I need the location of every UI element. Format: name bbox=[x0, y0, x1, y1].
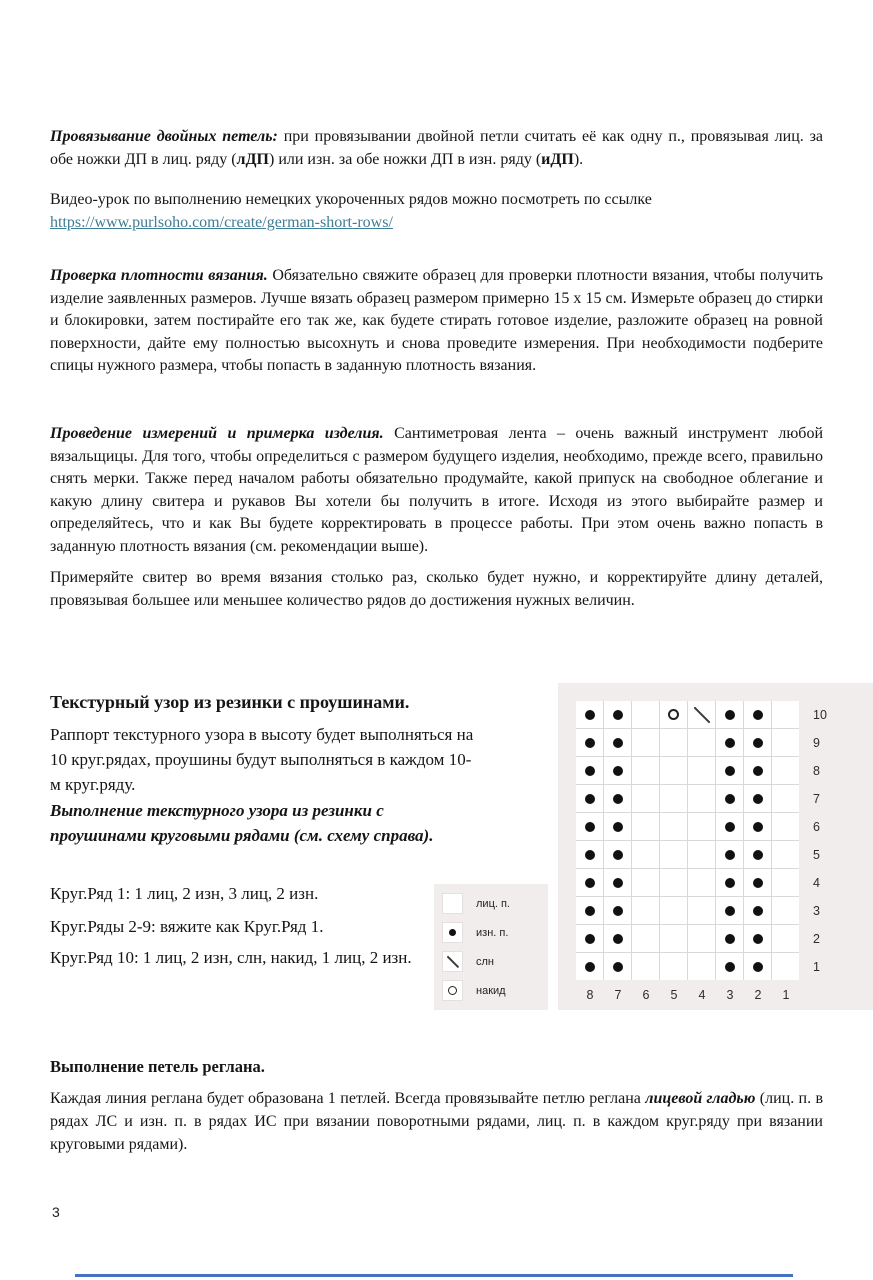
purl-dot-icon bbox=[753, 962, 763, 972]
chart-cell bbox=[688, 785, 715, 812]
chart-cell bbox=[576, 701, 603, 728]
chart-cell bbox=[632, 701, 659, 728]
legend-item bbox=[442, 951, 540, 972]
text-run: лицевой гладью bbox=[645, 1090, 756, 1107]
chart-cell bbox=[716, 925, 743, 952]
chart-cell bbox=[688, 813, 715, 840]
chart-cell bbox=[772, 785, 799, 812]
chart-cell bbox=[660, 953, 687, 980]
chart-cell bbox=[744, 925, 771, 952]
text-run: лДП bbox=[236, 150, 269, 168]
chart-cell bbox=[744, 953, 771, 980]
text-run: ). bbox=[573, 150, 584, 168]
chart-cell bbox=[772, 953, 799, 980]
purl-dot-icon bbox=[725, 710, 735, 720]
chart-cell bbox=[632, 757, 659, 784]
purl-dot-icon bbox=[585, 766, 595, 776]
purl-dot-icon bbox=[725, 962, 735, 972]
chart-cell bbox=[688, 925, 715, 952]
yo-symbol-icon bbox=[442, 980, 463, 1001]
video-text: Видео-урок по выполнению немецких укороченных рядов можно посмотреть по ссылке bbox=[50, 191, 652, 208]
text-run: Сантиметровая лента – очень важный инструмент любой вязальщицы. Для того, чтобы определиться с размером будущего изделия, необходимо, прежде всего, правильно снять мерки. Также перед началом работы обязательно продумайте, какой припуск на свободное облегание и какую длину свитера и рукавов Вы хотели бы получить в итоге. Исходя из этого выбирайте размер и определяйтесь, что и как Вы будете корректировать в процессе работы. При этом очень важно попасть в заданную плотность вязания (см. рекомендации выше). bbox=[50, 425, 824, 555]
yarn-over-icon bbox=[448, 986, 457, 995]
chart-cell bbox=[716, 813, 743, 840]
chart-cell bbox=[632, 925, 659, 952]
purl-dot-icon bbox=[613, 822, 623, 832]
purl-dot-icon bbox=[585, 906, 595, 916]
purl-dot-icon bbox=[725, 738, 735, 748]
raglan-section-heading: Выполнение петель реглана. bbox=[50, 1057, 265, 1076]
chart-cell bbox=[576, 813, 603, 840]
text-run: Проведение измерений и примерка изделия. bbox=[50, 425, 384, 442]
video-link[interactable]: https://www.purlsoho.com/create/german-short-rows/ bbox=[50, 213, 393, 231]
chart-row-number: 5 bbox=[813, 848, 820, 862]
chart-cell bbox=[576, 841, 603, 868]
chart-cell bbox=[604, 953, 631, 980]
chart-column-number: 1 bbox=[782, 988, 790, 1002]
chart-cell bbox=[744, 813, 771, 840]
paragraph-round-10: Круг.Ряд 10: 1 лиц, 2 изн, слн, накид, 1 лиц, 2 изн. bbox=[50, 948, 412, 967]
chart-column-number: 2 bbox=[754, 988, 762, 1002]
chart-cell bbox=[576, 953, 603, 980]
chart-cell bbox=[688, 701, 715, 728]
chart-cell bbox=[716, 785, 743, 812]
purl-dot-icon bbox=[585, 710, 595, 720]
purl-dot-icon bbox=[613, 794, 623, 804]
chart-cell bbox=[660, 813, 687, 840]
chart-cell bbox=[576, 785, 603, 812]
chart-cell bbox=[688, 953, 715, 980]
chart-cell bbox=[632, 841, 659, 868]
knitting-chart-grid bbox=[576, 701, 799, 980]
chart-cell bbox=[576, 729, 603, 756]
paragraph-round-1: Круг.Ряд 1: 1 лиц, 2 изн, 3 лиц, 2 изн. bbox=[50, 884, 319, 903]
legend-item bbox=[442, 922, 540, 943]
text-run: ) или изн. за обе ножки ДП в изн. ряду ( bbox=[268, 150, 542, 168]
purl-dot-icon bbox=[613, 962, 623, 972]
chart-column-number: 8 bbox=[586, 988, 594, 1002]
chart-cell bbox=[716, 869, 743, 896]
paragraph-execution-note: Выполнение текстурного узора из резинки с проушинами круговыми рядами (см. схему справа). bbox=[50, 801, 434, 845]
chart-cell bbox=[604, 729, 631, 756]
chart-cell bbox=[604, 701, 631, 728]
purl-dot-icon bbox=[753, 906, 763, 916]
chart-row-number: 6 bbox=[813, 820, 820, 834]
slip-stitch-icon bbox=[446, 955, 458, 967]
chart-cell bbox=[576, 757, 603, 784]
chart-cell bbox=[660, 757, 687, 784]
paragraph-gauge-check bbox=[50, 265, 823, 378]
chart-cell bbox=[632, 729, 659, 756]
chart-cell bbox=[744, 897, 771, 924]
purl-dot-icon bbox=[753, 934, 763, 944]
purl-dot-icon bbox=[725, 850, 735, 860]
chart-cell bbox=[632, 897, 659, 924]
chart-cell bbox=[576, 897, 603, 924]
chart-cell bbox=[632, 813, 659, 840]
text-run: Каждая линия реглана будет образована 1 петлей. Всегда провязывайте петлю реглана bbox=[50, 1090, 646, 1107]
paragraph-fitting: Примеряйте свитер во время вязания столько раз, сколько будет нужно, и корректируйте длину деталей, провязывая большее или меньшее количество рядов до достижения нужных величин. bbox=[50, 569, 823, 609]
chart-cell bbox=[716, 953, 743, 980]
text-run: (лиц. п. в рядах ЛС и изн. п. в рядах ИС при вязании поворотными рядами, лиц. п. в каждом круг.ряду при вязании круговыми рядами). bbox=[50, 1090, 824, 1153]
slip-stitch-icon bbox=[693, 706, 710, 723]
legend-item bbox=[442, 980, 540, 1001]
chart-row-number: 2 bbox=[813, 932, 820, 946]
purl-dot-icon bbox=[725, 878, 735, 888]
knitting-chart bbox=[558, 683, 873, 1010]
chart-row-number: 3 bbox=[813, 904, 820, 918]
chart-cell bbox=[576, 869, 603, 896]
chart-legend bbox=[434, 884, 548, 1010]
footer-divider-line bbox=[75, 1274, 793, 1277]
purl-dot-icon bbox=[613, 850, 623, 860]
paragraph-rapport: Раппорт текстурного узора в высоту будет выполняться на 10 круг.рядах, проушины будут выполняться в каждом 10-м круг.ряду. bbox=[50, 725, 474, 794]
purl-dot-icon bbox=[725, 822, 735, 832]
chart-cell bbox=[772, 897, 799, 924]
text-run: Проверка плотности вязания. bbox=[50, 267, 268, 284]
chart-cell bbox=[660, 729, 687, 756]
chart-cell bbox=[632, 785, 659, 812]
chart-cell bbox=[772, 841, 799, 868]
purl-dot-icon bbox=[725, 766, 735, 776]
chart-cell bbox=[660, 841, 687, 868]
chart-cell bbox=[604, 925, 631, 952]
sl-symbol-icon bbox=[442, 951, 463, 972]
purl-dot-icon bbox=[753, 738, 763, 748]
chart-column-number: 4 bbox=[698, 988, 706, 1002]
purl-dot-icon bbox=[585, 962, 595, 972]
purl-dot-icon bbox=[753, 822, 763, 832]
chart-cell bbox=[772, 869, 799, 896]
chart-cell bbox=[604, 841, 631, 868]
purl-dot-icon bbox=[725, 794, 735, 804]
purl-dot-icon bbox=[585, 794, 595, 804]
purl-dot-icon bbox=[613, 934, 623, 944]
chart-row-numbers bbox=[813, 701, 847, 981]
purl-dot-icon bbox=[585, 850, 595, 860]
chart-cell bbox=[716, 701, 743, 728]
chart-cell bbox=[744, 729, 771, 756]
chart-cell bbox=[660, 925, 687, 952]
chart-column-number: 5 bbox=[670, 988, 678, 1002]
purl-dot-icon bbox=[585, 934, 595, 944]
chart-cell bbox=[744, 841, 771, 868]
purl-dot-icon bbox=[753, 878, 763, 888]
purl-dot-icon bbox=[613, 738, 623, 748]
chart-cell bbox=[660, 897, 687, 924]
chart-cell bbox=[688, 897, 715, 924]
chart-cell bbox=[744, 701, 771, 728]
chart-column-number: 7 bbox=[614, 988, 622, 1002]
purl-dot-icon bbox=[449, 929, 456, 936]
purl-dot-icon bbox=[753, 710, 763, 720]
chart-cell bbox=[604, 813, 631, 840]
chart-row-number: 10 bbox=[813, 708, 827, 722]
chart-cell bbox=[716, 897, 743, 924]
chart-column-number: 3 bbox=[726, 988, 734, 1002]
legend-label: лиц. п. bbox=[476, 897, 510, 910]
chart-cell bbox=[604, 869, 631, 896]
chart-row-number: 9 bbox=[813, 736, 820, 750]
legend-label: слн bbox=[476, 955, 494, 968]
legend-label: изн. п. bbox=[476, 926, 509, 939]
purl-dot-icon bbox=[585, 738, 595, 748]
chart-cell bbox=[660, 701, 687, 728]
chart-cell bbox=[688, 841, 715, 868]
chart-cell bbox=[772, 729, 799, 756]
purl-dot-icon bbox=[585, 878, 595, 888]
legend-item bbox=[442, 893, 540, 914]
chart-row-number: 7 bbox=[813, 792, 820, 806]
knit-symbol-icon bbox=[442, 893, 463, 914]
chart-cell bbox=[576, 925, 603, 952]
chart-cell bbox=[604, 785, 631, 812]
chart-cell bbox=[716, 757, 743, 784]
chart-column-numbers bbox=[576, 986, 800, 1004]
chart-cell bbox=[772, 701, 799, 728]
chart-cell bbox=[660, 785, 687, 812]
purl-dot-icon bbox=[753, 794, 763, 804]
purl-dot-icon bbox=[585, 822, 595, 832]
purl-dot-icon bbox=[613, 906, 623, 916]
chart-row-number: 8 bbox=[813, 764, 820, 778]
text-run: Обязательно свяжите образец для проверки плотности вязания, чтобы получить изделие заявленных размеров. Лучше вязать образец размером примерно 15 х 15 см. Измерьте образец до стирки и блокировки, затем постирайте его так же, как будете стирать готовое изделие, разложите образец на ровной поверхности, дайте ему полностью высохнуть и снова проведите измерения. При необходимости подберите спицы нужного размера, чтобы попасть в заданную плотность вязания. bbox=[50, 267, 823, 374]
legend-label: накид bbox=[476, 984, 506, 997]
chart-cell bbox=[716, 729, 743, 756]
chart-cell bbox=[604, 897, 631, 924]
chart-cell bbox=[744, 869, 771, 896]
chart-cell bbox=[744, 785, 771, 812]
yarn-over-icon bbox=[668, 709, 679, 720]
chart-cell bbox=[772, 757, 799, 784]
chart-cell bbox=[688, 869, 715, 896]
chart-cell bbox=[744, 757, 771, 784]
paragraph-measurements bbox=[50, 423, 823, 558]
purl-dot-icon bbox=[725, 906, 735, 916]
purl-dot-icon bbox=[753, 766, 763, 776]
chart-cell bbox=[772, 925, 799, 952]
chart-cell bbox=[632, 869, 659, 896]
pattern-section-heading: Текстурный узор из резинки с проушинами. bbox=[50, 692, 410, 712]
paragraph-video-link bbox=[50, 189, 823, 234]
purl-symbol-icon bbox=[442, 922, 463, 943]
paragraph-double-stitches bbox=[50, 126, 823, 171]
purl-dot-icon bbox=[753, 850, 763, 860]
paragraph-raglan bbox=[50, 1087, 823, 1156]
chart-column-number: 6 bbox=[642, 988, 650, 1002]
chart-cell bbox=[772, 813, 799, 840]
purl-dot-icon bbox=[613, 766, 623, 776]
chart-cell bbox=[660, 869, 687, 896]
chart-row-number: 1 bbox=[813, 960, 820, 974]
purl-dot-icon bbox=[613, 710, 623, 720]
chart-row-number: 4 bbox=[813, 876, 820, 890]
purl-dot-icon bbox=[613, 878, 623, 888]
chart-cell bbox=[688, 757, 715, 784]
page-number: 3 bbox=[52, 1204, 60, 1220]
purl-dot-icon bbox=[725, 934, 735, 944]
text-run: при провязывании двойной петли считать её как одну п., провязывая лиц. за обе ножки ДП в лиц. ряду ( bbox=[50, 128, 824, 168]
text-run: Провязывание двойных петель: bbox=[50, 128, 278, 145]
chart-cell bbox=[632, 953, 659, 980]
text-run: иДП bbox=[541, 150, 574, 168]
chart-cell bbox=[716, 841, 743, 868]
chart-cell bbox=[604, 757, 631, 784]
paragraph-rounds-2-9: Круг.Ряды 2-9: вяжите как Круг.Ряд 1. bbox=[50, 917, 324, 936]
chart-cell bbox=[688, 729, 715, 756]
